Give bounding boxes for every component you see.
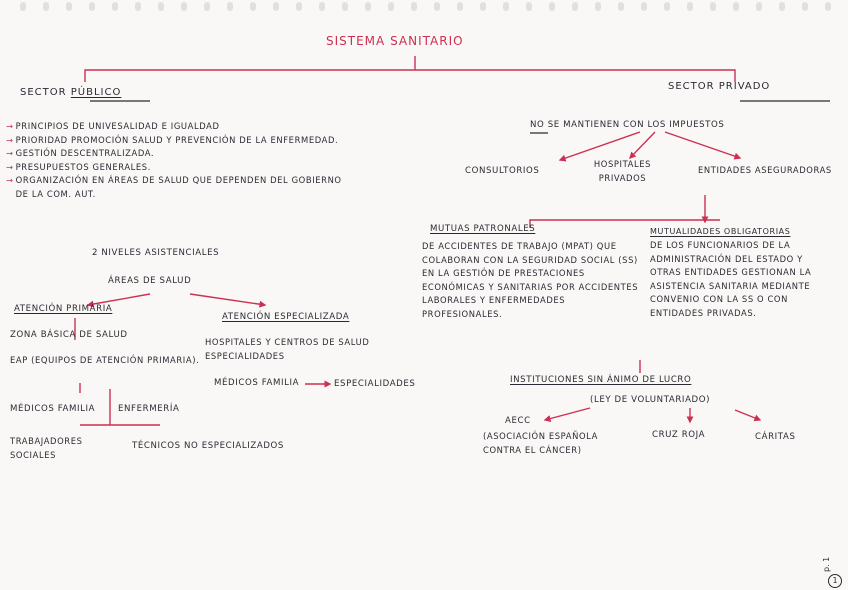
- diagram-title: SISTEMA SANITARIO: [326, 34, 464, 48]
- page-number-mark: [822, 510, 844, 585]
- page-mark-text: p. 1: [822, 556, 831, 572]
- consultorios-label: CONSULTORIOS: [465, 166, 540, 176]
- primary-trabajadores: TRABAJADORES SOCIALES: [10, 436, 83, 460]
- instituciones-law: (LEY DE VOLUNTARIADO): [590, 395, 711, 405]
- cruz-roja-label: CRUZ ROJA: [652, 430, 706, 440]
- private-funding-note: [530, 118, 724, 132]
- mutuas-title: MUTUAS PATRONALES: [430, 224, 536, 234]
- specialized-medicos: MÉDICOS FAMILIA: [214, 378, 300, 388]
- primary-medicos: MÉDICOS FAMILIA: [10, 404, 96, 414]
- public-sector-prefix: SECTOR: [20, 87, 67, 98]
- mutuas-body: DE ACCIDENTES DE TRABAJO (MPAT) QUE COLABORAN CON LA SEGURIDAD SOCIAL (SS) EN LA GESTIÓN DE PRESTACIONES ECONÓMICAS Y SANITARIAS POR ACCIDENTES LABORALES Y ENFERMEDADES PROFESIONALES.: [422, 241, 639, 319]
- private-sector-prefix: SECTOR: [668, 81, 715, 92]
- aecc-label: AECC: [505, 416, 531, 426]
- private-sector-header: [668, 80, 770, 94]
- primary-care-title: ATENCIÓN PRIMARIA: [14, 304, 113, 314]
- specialized-care-title: ATENCIÓN ESPECIALIZADA: [222, 312, 350, 322]
- mutualidades-title: MUTUALIDADES OBLIGATORIAS: [650, 227, 791, 236]
- instituciones-title: INSTITUCIONES SIN ÁNIMO DE LUCRO: [510, 375, 692, 385]
- levels-label: 2 NIVELES ASISTENCIALES: [92, 248, 220, 258]
- public-sector-header: [20, 86, 121, 100]
- private-note-no: NO: [530, 120, 545, 130]
- specialized-hospitals: HOSPITALES Y CENTROS DE SALUD ESPECIALIDADES: [205, 337, 370, 361]
- page-number-circle: 1: [828, 574, 842, 588]
- principle-item: → GESTIÓN DESCENTRALIZADA.: [6, 148, 155, 158]
- mutualidades-body: DE LOS FUNCIONARIOS DE LA ADMINISTRACIÓN DEL ESTADO Y OTRAS ENTIDADES GESTIONAN LA ASISTENCIA SANITARIA MEDIANTE CONVENIO CON LA SS O CON ENTIDADES PRIVADAS.: [650, 240, 812, 318]
- public-sector-word: PÚBLICO: [70, 87, 122, 98]
- primary-eap: EAP (EQUIPOS DE ATENCIÓN PRIMARIA).: [10, 355, 200, 365]
- public-principles-list: [6, 120, 346, 201]
- primary-zone: ZONA BÁSICA DE SALUD: [10, 330, 128, 340]
- aecc-description: (ASOCIACIÓN ESPAÑOLA CONTRA EL CÁNCER): [483, 431, 598, 455]
- principle-item: → PRESUPUESTOS GENERALES.: [6, 161, 151, 172]
- primary-tecnicos: TÉCNICOS NO ESPECIALIZADOS: [132, 441, 284, 451]
- private-note-rest: SE MANTIENEN CON LOS IMPUESTOS: [547, 120, 725, 130]
- caritas-label: CÁRITAS: [755, 432, 796, 442]
- principle-item: → ORGANIZACIÓN EN ÁREAS DE SALUD QUE DEPENDEN DEL GOBIERNO DE LA COM. AUT.: [6, 175, 342, 199]
- specialized-especialidades: ESPECIALIDADES: [334, 379, 416, 389]
- primary-enfermeria: ENFERMERÍA: [118, 404, 180, 414]
- private-sector-word: PRIVADO: [718, 81, 771, 92]
- hospitales-privados-label: HOSPITALES PRIVADOS: [593, 159, 652, 183]
- principle-item: → PRIORIDAD PROMOCIÓN SALUD Y PREVENCIÓN DE LA ENFERMEDAD.: [6, 134, 339, 145]
- entidades-aseguradoras-label: ENTIDADES ASEGURADORAS: [698, 165, 832, 175]
- principle-item: → PRINCIPIOS DE UNIVESALIDAD E IGUALDAD: [6, 121, 220, 131]
- areas-label: ÁREAS DE SALUD: [108, 276, 192, 286]
